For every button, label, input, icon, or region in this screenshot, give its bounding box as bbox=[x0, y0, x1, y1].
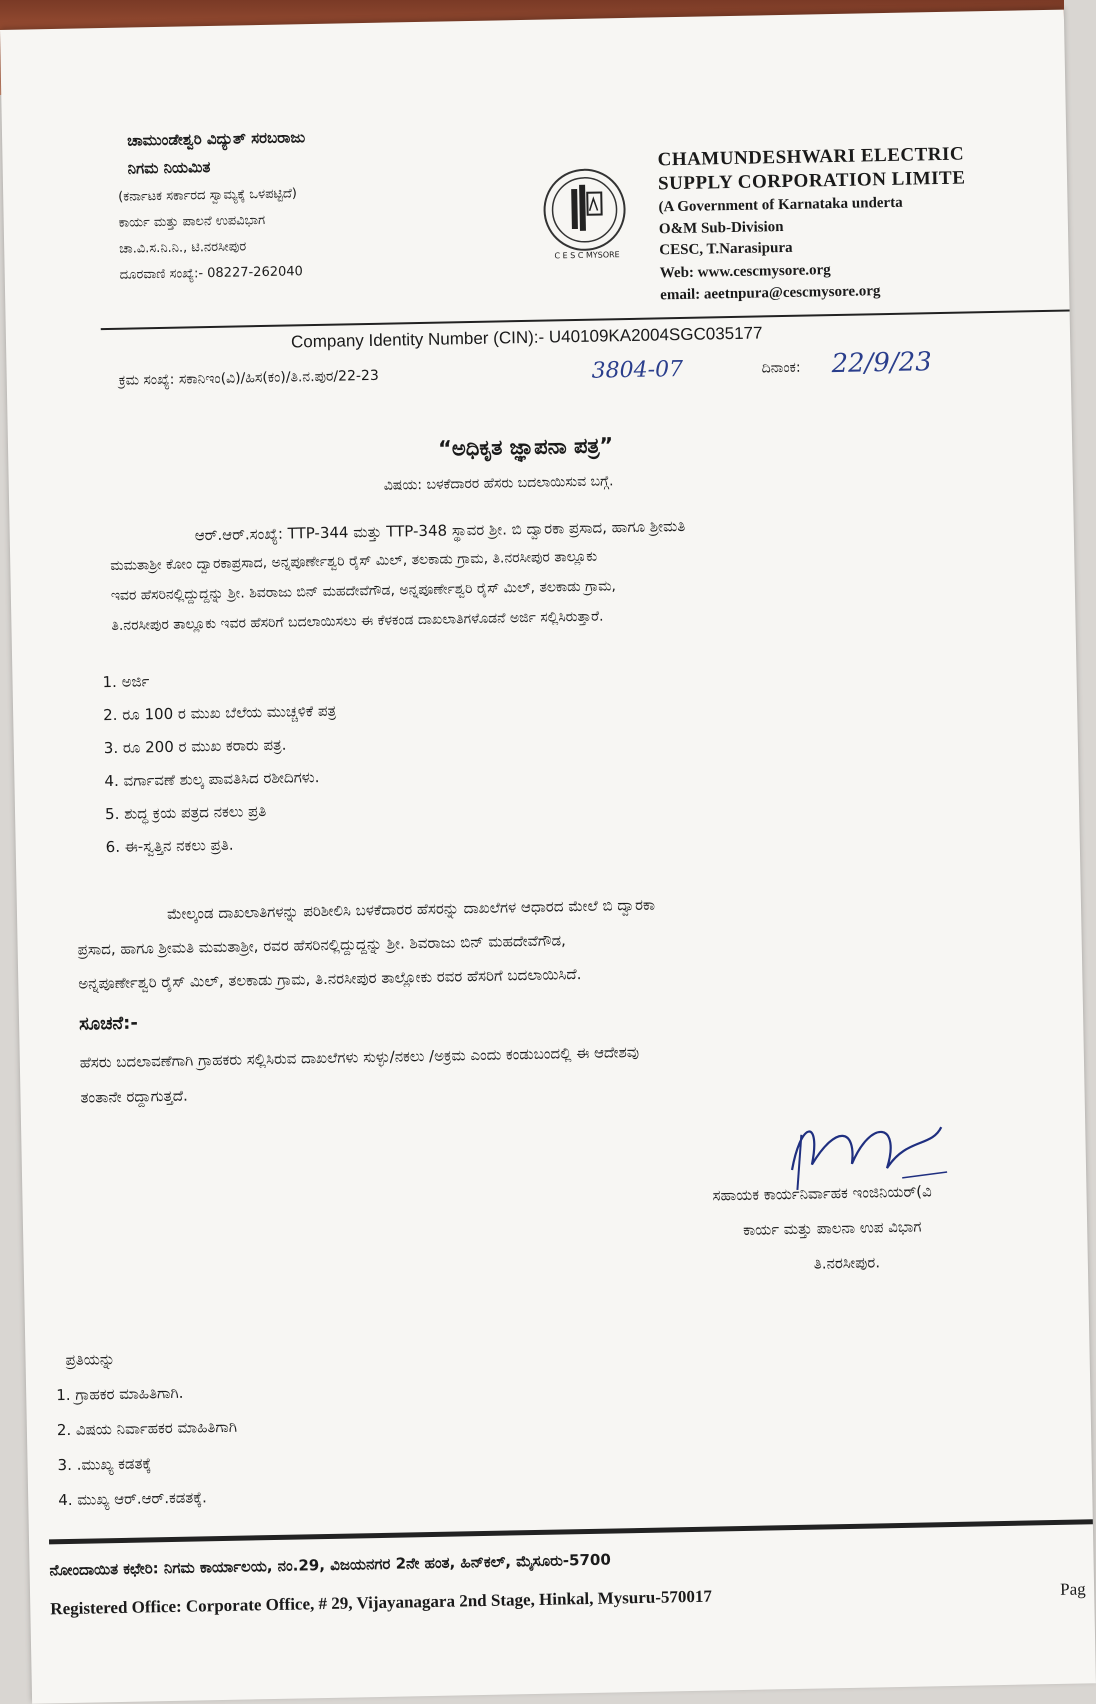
footer-page: Pag bbox=[1059, 1579, 1086, 1599]
header-en-line-1: CHAMUNDESHWARI ELECTRIC bbox=[657, 143, 965, 171]
header-en-line-4: O&M Sub-Division bbox=[658, 218, 784, 238]
footer-divider bbox=[49, 1519, 1093, 1544]
signature-line-3: ತಿ.ನರಸೀಪುರ. bbox=[813, 1253, 881, 1273]
header-kn-line-5: ಚಾ.ವಿ.ಸ.ನಿ.ನಿ., ಟಿ.ನರಸೀಪುರ bbox=[119, 239, 247, 257]
note-line-1: ಹೆಸರು ಬದಲಾವಣೆಗಾಗಿ ಗ್ರಾಹಕರು ಸಲ್ಲಿಸಿರುವ ದಾಖಲೆಗಳು ಸುಳ್ಳು/ನಕಲು /ಅಕ್ರಮ ಎಂದು ಕಂಡುಬಂದಲ್ಲಿ ಈ ಆದೇಶವು bbox=[79, 1042, 640, 1072]
para2-line-3: ಅನ್ನಪೂರ್ಣೇಶ್ವರಿ ರೈಸ್ ಮಿಲ್, ತಲಕಾಡು ಗ್ರಾಮ, ತಿ.ನರಸೀಪುರ ತಾಲ್ಲೋಕು ರವರ ಹೆಸರಿಗೆ ಬದಲಾಯಿಸಿದೆ. bbox=[78, 965, 582, 993]
ref-label: ಕ್ರಮ ಸಂಖ್ಯೆ: ಸಕಾನಿಇಂ(ವಿ)/ಹಿಸ(ಕಂ)/ತಿ.ನ.ಪುರ/22-23 bbox=[118, 367, 379, 389]
memo-title: “ಅಧಿಕೃತ ಜ್ಞಾಪನಾ ಪತ್ರ” bbox=[437, 433, 614, 461]
document-item: 1. ಅರ್ಜಿ bbox=[102, 672, 150, 692]
header-en-line-5: CESC, T.Narasipura bbox=[659, 239, 793, 259]
date-value: 22/9/23 bbox=[831, 347, 933, 380]
copy-item: 3. .ಮುಖ್ಯ ಕಡತಕ್ಕೆ bbox=[57, 1454, 152, 1475]
para2-line-1: ಮೇಲ್ಕಂಡ ದಾಖಲಾತಿಗಳನ್ನು ಪರಿಶೀಲಿಸಿ ಬಳಕೆದಾರರ ಹೆಸರನ್ನು ದಾಖಲೆಗಳ ಆಧಾರದ ಮೇಲೆ ಬಿ ದ್ವಾರಕಾ bbox=[166, 895, 656, 923]
footer-kn: ನೋಂದಾಯಿತ ಕಛೇರಿ: ನಿಗಮ ಕಾರ್ಯಾಲಯ, ನಂ.29, ವಿಜಯನಗರ 2ನೇ ಹಂತ, ಹಿನ್‌ಕಲ್, ಮೈಸೂರು-5700 bbox=[49, 1550, 611, 1580]
signature-line-2: ಕಾರ್ಯ ಮತ್ತು ಪಾಲನಾ ಉಪ ವಿಭಾಗ bbox=[743, 1217, 922, 1239]
para1-line-4: ತಿ.ನರಸೀಪುರ ತಾಲ್ಲೂಕು ಇವರ ಹೆಸರಿಗೆ ಬದಲಾಯಿಸಲು ಈ ಕೆಳಕಂಡ ದಾಖಲಾತಿಗಳೊಡನೆ ಅರ್ಜಿ ಸಲ್ಲಿಸಿರುತ್ತಾರೆ. bbox=[111, 608, 604, 634]
document-item: 2. ರೂ 100 ರ ಮುಖ ಬೆಲೆಯ ಮುಚ್ಚಳಿಕೆ ಪತ್ರ bbox=[102, 701, 337, 725]
para1-line-1: ಆರ್.ಆರ್.ಸಂಖ್ಯೆ: TTP-344 ಮತ್ತು TTP-348 ಸ್ಥಾವರ ಶ್ರೀ. ಬಿ ದ್ವಾರಕಾ ಪ್ರಸಾದ, ಹಾಗೂ ಶ್ರೀಮತಿ bbox=[194, 516, 686, 545]
header-kn-line-3: (ಕರ್ನಾಟಕ ಸರ್ಕಾರದ ಸ್ವಾಮ್ಯಕ್ಕೆ ಒಳಪಟ್ಟಿದೆ) bbox=[118, 186, 298, 205]
copy-item: 4. ಮುಖ್ಯ ಆರ್.ಆರ್.ಕಡತಕ್ಕೆ. bbox=[58, 1488, 207, 1510]
cesc-logo bbox=[543, 168, 627, 261]
document-item: 5. ಶುದ್ಧ ಕ್ರಯ ಪತ್ರದ ನಕಲು ಪ್ರತಿ bbox=[104, 802, 267, 824]
header-kn-line-2: ನಿಗಮ ನಿಯಮಿತ bbox=[127, 157, 211, 178]
footer-en: Registered Office: Corporate Office, # 29, Vijayanagara 2nd Stage, Hinkal, Mysuru-570017 bbox=[50, 1586, 713, 1619]
document-item: 3. ರೂ 200 ರ ಮುಖ ಕರಾರು ಪತ್ರ. bbox=[103, 735, 287, 758]
header-en-line-6: Web: www.cescmysore.org bbox=[659, 262, 831, 282]
copy-title: ಪ್ರತಿಯನ್ನು bbox=[65, 1350, 116, 1369]
signature-line-1: ಸಹಾಯಕ ಕಾರ್ಯನಿರ್ವಾಹಕ ಇಂಜಿನಿಯರ್(ವಿ bbox=[712, 1182, 932, 1205]
para1-line-3: ಇವರ ಹೆಸರಿನಲ್ಲಿದ್ದುದ್ದನ್ನು ಶ್ರೀ. ಶಿವರಾಜು ಬಿನ್ ಮಹದೇವೆಗೌಡ, ಅನ್ನಪೂರ್ಣೇಶ್ವರಿ ರೈಸ್ ಮಿಲ್, ತಲಕಾಡು ಗ್ರಾಮ, bbox=[110, 578, 617, 604]
cin-text: Company Identity Number (CIN):- U40109KA2004SGC035177 bbox=[290, 323, 763, 352]
ref-number: 3804-07 bbox=[591, 356, 684, 384]
subject-line: ವಿಷಯ: ಬಳಕೆದಾರರ ಹೆಸರು ಬದಲಾಯಿಸುವ ಬಗ್ಗೆ. bbox=[383, 473, 614, 494]
copy-item: 1. ಗ್ರಾಹಕರ ಮಾಹಿತಿಗಾಗಿ. bbox=[56, 1383, 184, 1405]
letter-page bbox=[0, 10, 1096, 1704]
header-en-line-2: SUPPLY CORPORATION LIMITE bbox=[657, 167, 966, 195]
note-line-2: ತಂತಾನೇ ರದ್ದಾಗುತ್ತದೆ. bbox=[80, 1086, 188, 1107]
document-item: 6. ಈ-ಸ್ವತ್ತಿನ ನಕಲು ಪ್ರತಿ. bbox=[105, 835, 234, 857]
header-en-line-3: (A Government of Karnataka underta bbox=[658, 194, 903, 216]
logo-caption: C E S C MYSORE bbox=[554, 250, 620, 261]
note-title: ಸೂಚನೆ:- bbox=[78, 1012, 139, 1035]
date-label: ದಿನಾಂಕ: bbox=[761, 359, 801, 377]
header-en-line-7: email: aeetnpura@cescmysore.org bbox=[660, 283, 881, 304]
para2-line-2: ಪ್ರಸಾದ, ಹಾಗೂ ಶ್ರೀಮತಿ ಮಮತಾಶ್ರೀ, ರವರ ಹೆಸರಿನಲ್ಲಿದ್ದುದ್ದನ್ನು ಶ್ರೀ. ಶಿವರಾಜು ಬಿನ್ ಮಹದೇವೆಗೌಡ, bbox=[77, 931, 566, 959]
header-kn-line-4: ಕಾರ್ಯ ಮತ್ತು ಪಾಲನೆ ಉಪವಿಭಾಗ bbox=[118, 212, 266, 231]
document-item: 4. ವರ್ಗಾವಣೆ ಶುಲ್ಕ ಪಾವತಿಸಿದ ರಶೀದಿಗಳು. bbox=[104, 768, 320, 791]
header-kn-line-6: ದೂರವಾಣಿ ಸಂಖ್ಯೆ:- 08227-262040 bbox=[119, 264, 303, 283]
copy-item: 2. ವಿಷಯ ನಿರ್ವಾಹಕರ ಮಾಹಿತಿಗಾಗಿ bbox=[56, 1417, 238, 1440]
cesc-logo-icon bbox=[545, 170, 624, 249]
para1-line-2: ಮಮತಾಶ್ರೀ ಕೋಂ ದ್ವಾರಕಾಪ್ರಸಾದ, ಅನ್ನಪೂರ್ಣೇಶ್ವರಿ ರೈಸ್ ಮಿಲ್, ತಲಕಾಡು ಗ್ರಾಮ, ತಿ.ನರಸೀಪುರ ತಾಲ್ಲೂಕು bbox=[110, 548, 598, 574]
header-kn-line-1: ಚಾಮುಂಡೇಶ್ವರಿ ವಿದ್ಯುತ್ ಸರಬರಾಜು bbox=[126, 128, 306, 150]
